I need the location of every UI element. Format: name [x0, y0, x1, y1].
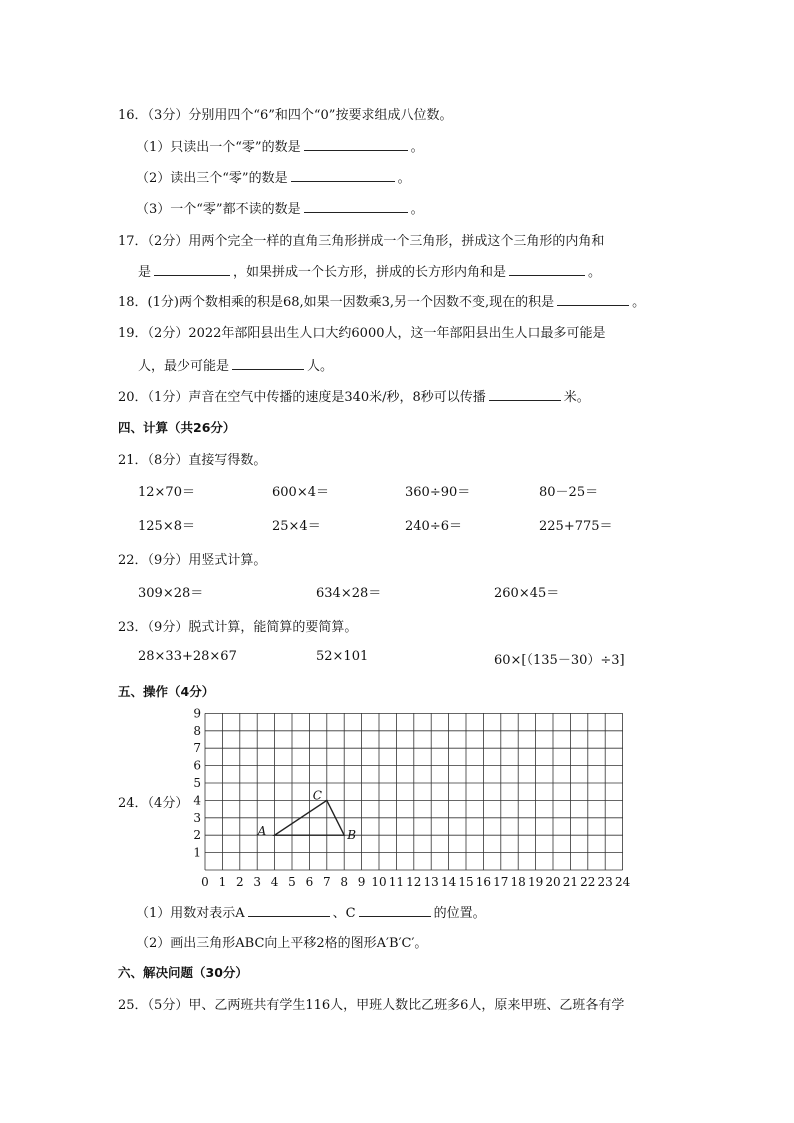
- x-tick-label: 20: [545, 875, 561, 889]
- x-tick-label: 23: [597, 875, 613, 889]
- x-tick-label: 18: [510, 875, 526, 889]
- x-tick-label: 14: [440, 875, 457, 889]
- calc-item: 634×28＝: [316, 586, 382, 601]
- calc-item: 80－25＝: [539, 485, 599, 500]
- answer-blank[interactable]: [291, 168, 395, 182]
- q20-stem: 20．（1分）声音在空气中传播的速度是340米/秒，8秒可以传播 米。: [118, 386, 590, 405]
- q17-line2: 是 ，如果拼成一个长方形，拼成的长方形内角和是 。: [138, 261, 601, 280]
- answer-blank[interactable]: [489, 387, 561, 401]
- q21-stem: 21．（8分）直接写得数。: [118, 453, 267, 468]
- x-tick-label: 1: [218, 875, 227, 889]
- q16-part1: （1）只读出一个“零”的数是 。: [136, 136, 424, 155]
- x-tick-label: 12: [406, 875, 422, 889]
- q19-stem: 19．（2分）2022年部阳县出生人口大约6000人，这一年部阳县出生人口最多可能是: [118, 326, 606, 341]
- answer-blank[interactable]: [304, 137, 408, 151]
- q24-part1: （1）用数对表示A 、C 的位置。: [136, 902, 486, 921]
- answer-blank[interactable]: [509, 262, 585, 276]
- x-tick-label: 7: [322, 875, 331, 889]
- y-tick-label: 3: [193, 810, 201, 825]
- x-tick-label: 16: [475, 875, 492, 889]
- section-heading: 五、操作（4分）: [118, 684, 215, 699]
- x-tick-label: 21: [562, 875, 579, 889]
- calc-item: 12×70＝: [138, 485, 195, 500]
- calc-item: 360÷90＝: [405, 485, 471, 500]
- y-tick-label: 4: [193, 793, 201, 808]
- y-tick-label: 8: [193, 723, 201, 738]
- q18-stem: 18．(1分)两个数相乘的积是68,如果一因数乘3,另一个因数不变,现在的积是 。: [118, 291, 645, 310]
- x-tick-label: 19: [527, 875, 544, 889]
- y-tick-label: 5: [193, 776, 201, 790]
- calc-item: 309×28＝: [138, 586, 204, 601]
- calc-item: 52×101: [316, 649, 369, 664]
- x-tick-label: 8: [340, 875, 349, 889]
- q19-line2: 人，最少可能是 人。: [138, 355, 333, 374]
- y-tick-label: 9: [193, 706, 201, 721]
- x-tick-label: 24: [614, 875, 631, 889]
- answer-blank[interactable]: [154, 262, 230, 276]
- q16-part2: （2）读出三个“零”的数是 。: [136, 167, 411, 186]
- x-tick-label: 9: [357, 875, 366, 889]
- answer-blank[interactable]: [304, 199, 408, 213]
- section-heading: 四、计算（共26分）: [118, 420, 236, 435]
- x-tick-label: 3: [253, 875, 262, 889]
- x-tick-label: 22: [580, 875, 596, 889]
- calc-item: 25×4＝: [272, 519, 321, 534]
- q23-stem: 23．（9分）脱式计算，能简算的要简算。: [118, 620, 358, 635]
- q17-stem: 17．（2分）用两个完全一样的直角三角形拼成一个三角形，拼成这个三角形的内角和: [118, 234, 605, 249]
- y-tick-label: 6: [193, 758, 201, 773]
- calc-item: 125×8＝: [138, 519, 195, 534]
- answer-blank[interactable]: [248, 903, 330, 917]
- section-heading: 六、解决问题（30分）: [118, 965, 248, 980]
- y-tick-label: 2: [193, 828, 201, 843]
- q24-part2: （2）画出三角形ABC向上平移2格的图形A′B′C′。: [136, 936, 428, 951]
- x-tick-label: 2: [235, 875, 244, 889]
- calc-item: 28×33+28×67: [138, 649, 237, 664]
- calc-item: 225+775＝: [539, 519, 613, 534]
- calc-item: 260×45＝: [494, 586, 560, 601]
- x-tick-label: 0: [201, 875, 209, 889]
- x-tick-label: 4: [270, 875, 279, 889]
- q16-part3: （3）一个“零”都不读的数是 。: [136, 198, 424, 217]
- x-tick-label: 15: [458, 875, 474, 889]
- calc-item: 240÷6＝: [405, 519, 462, 534]
- q16-stem: 16．（3分）分别用四个“6”和四个“0”按要求组成八位数。: [118, 108, 453, 123]
- point-label-a: A: [257, 824, 267, 839]
- x-tick-label: 6: [305, 875, 314, 889]
- x-tick-label: 10: [371, 875, 387, 889]
- answer-blank[interactable]: [557, 292, 629, 306]
- coordinate-grid[interactable]: [190, 706, 640, 891]
- x-tick-label: 13: [423, 875, 439, 889]
- calc-item: 600×4＝: [272, 485, 329, 500]
- q22-stem: 22．（9分）用竖式计算。: [118, 553, 267, 568]
- x-tick-label: 17: [493, 875, 509, 889]
- y-tick-label: 1: [193, 845, 201, 860]
- y-tick-label: 7: [193, 741, 201, 756]
- q25-stem: 25．（5分）甲、乙两班共有学生116人，甲班人数比乙班多6人，原来甲班、乙班各有学: [118, 998, 625, 1013]
- x-tick-label: 5: [288, 875, 296, 889]
- answer-blank[interactable]: [232, 356, 304, 370]
- point-label-c: C: [312, 788, 322, 803]
- calc-item: 60×[（135－30）÷3]: [494, 653, 625, 668]
- answer-blank[interactable]: [359, 903, 431, 917]
- x-tick-label: 11: [388, 875, 405, 889]
- q24-label: 24．（4分）: [118, 796, 189, 811]
- point-label-b: B: [347, 828, 357, 843]
